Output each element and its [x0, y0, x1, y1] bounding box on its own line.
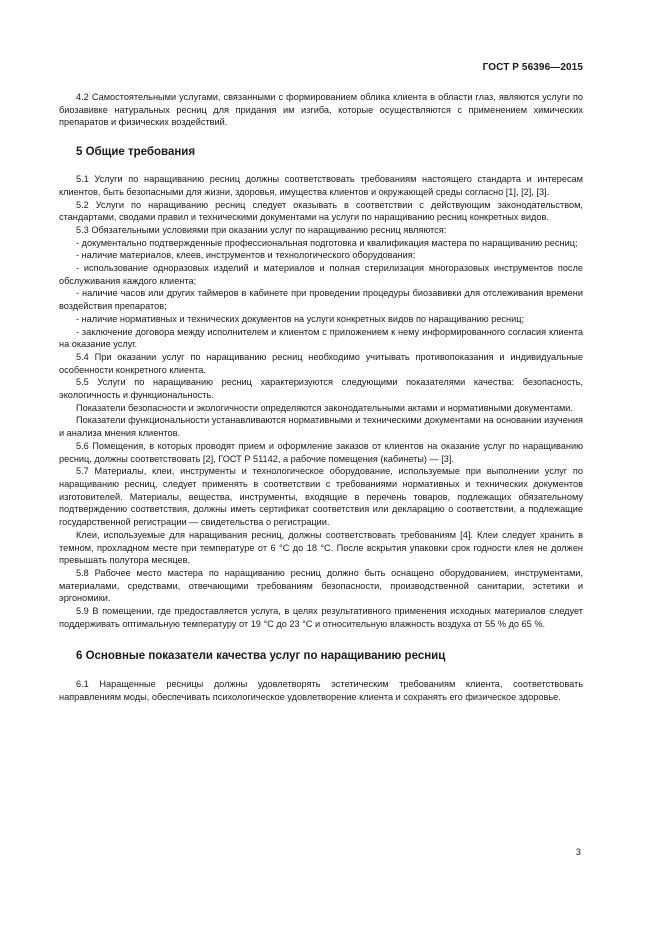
paragraph-safety-indicators: Показатели безопасности и экологичности определяются законодательными актами и нормативными документами.: [76, 402, 573, 413]
list-item-materials: - наличие материалов, клеев, инструментов и технологического оборудования;: [76, 250, 416, 261]
paragraph-5-3: 5.3 Обязательными условиями при оказании услуг по наращиванию ресниц являются:: [76, 224, 447, 235]
paragraph-5-7: 5.7 Материалы, клеи, инструменты и технологическое оборудование, используемые при выполнении услуг по наращиванию ресниц, следует применять в соответствии с требованиями нормативных и технических документов изготовителей. Материалы, вещества, инструменты, входящие в перечень товаров, подлежащих обязательному подтверждению соответствия, должны иметь сертификат соответствия или декларацию о соответствии, а подлежащие государственной регистрации — свидетельства о регистрации.: [59, 466, 583, 528]
paragraph-6-1: 6.1 Наращенные ресницы должны удовлетворять эстетическим требованиям клиента, соответствовать направлениям моды, обеспечивать психологическое удовлетворение клиента и сохранять его физическое здоровье.: [59, 679, 583, 703]
list-item-timers: - наличие часов или других таймеров в кабинете при проведении процедуры биозавивки для отслеживания времени воздействия препаратов;: [59, 288, 583, 312]
paragraph-5-6: 5.6 Помещения, в которых проводят прием и оформление заказов от клиентов на оказание услуг по наращиванию ресниц, должны соответствовать [2], ГОСТ Р 51142, а рабочие помещения (кабинеты) — [3].: [59, 440, 583, 464]
paragraph-5-2: 5.2 Услуги по наращиванию ресниц следует оказывать в соответствии с действующим законодательством, стандартами, сводами правил и техническими документами на услуги по наращиванию ресниц конкретных видов.: [59, 199, 583, 223]
paragraph-5-8: 5.8 Рабочее место мастера по наращиванию ресниц должно быть оснащено оборудованием, инструментами, материалами, средствами, отвечающими требованиям безопасности, производственной санитарии, эстетики и эргономики.: [59, 567, 583, 604]
paragraph-5-9: 5.9 В помещении, где предоставляется услуга, в целях результативного применения исходных материалов следует поддерживать оптимальную температуру от 19 °С до 23 °С и относительную влажность воздуха от 55 % до 65 %.: [59, 606, 583, 629]
paragraph-glue-storage: Клеи, используемые для наращивания ресниц, должны соответствовать требованиям [4]. Клеи следует хранить в темном, прохладном месте при температуре от 6 °С до 18 °С. После вскрытия упаковки срок годности клея не должен превышать полутора месяцев.: [59, 529, 583, 566]
list-item-documents: - наличие нормативных и технических документов на услуги конкретных видов по наращиванию ресниц;: [76, 313, 525, 324]
section-5-heading: 5 Общие требования: [76, 146, 196, 159]
page-number: 3: [575, 847, 581, 857]
paragraph-4-2: 4.2 Самостоятельными услугами, связанными с формированием облика клиента в области глаз, являются услуги по биозавивке натуральных ресниц для придания им изгиба, которые осуществляются с применением химических препаратов и физических воздействий.: [59, 92, 583, 128]
list-item-sterilization: - использование одноразовых изделий и материалов и полная стерилизация многоразовых инструментов после обслуживания каждого клиента;: [59, 263, 583, 286]
paragraph-5-4: 5.4 При оказании услуг по наращиванию ресниц необходимо учитывать противопоказания и индивидуальные особенности конкретного клиента.: [59, 351, 583, 375]
paragraph-functional-indicators: Показатели функциональности устанавливаются нормативными и техническими документами на основании изучения и анализа мнения клиентов.: [59, 415, 583, 439]
list-item-qualification: - документально подтвержденные профессиональная подготовка и квалификация мастера по наращиванию ресниц;: [76, 237, 578, 248]
list-item-contract: - заключение договора между исполнителем и клиентом с приложением к нему информированного согласия клиента на оказание услуг.: [59, 326, 583, 350]
paragraph-5-5: 5.5 Услуги по наращиванию ресниц характеризуются следующими показателями качества: безопасность, экологичность и функциональность.: [59, 377, 583, 401]
section-6-heading: 6 Основные показатели качества услуг по наращиванию ресниц: [76, 650, 446, 663]
paragraph-5-1: 5.1 Услуги по наращиванию ресниц должны соответствовать требованиям настоящего стандарта и интересам клиентов, быть безопасными для жизни, здоровья, имущества клиентов и окружающей среды согласно [1], [2], [3].: [59, 174, 583, 197]
document-body: [59, 91, 583, 704]
standard-number: ГОСТ Р 56396—2015: [482, 62, 583, 73]
